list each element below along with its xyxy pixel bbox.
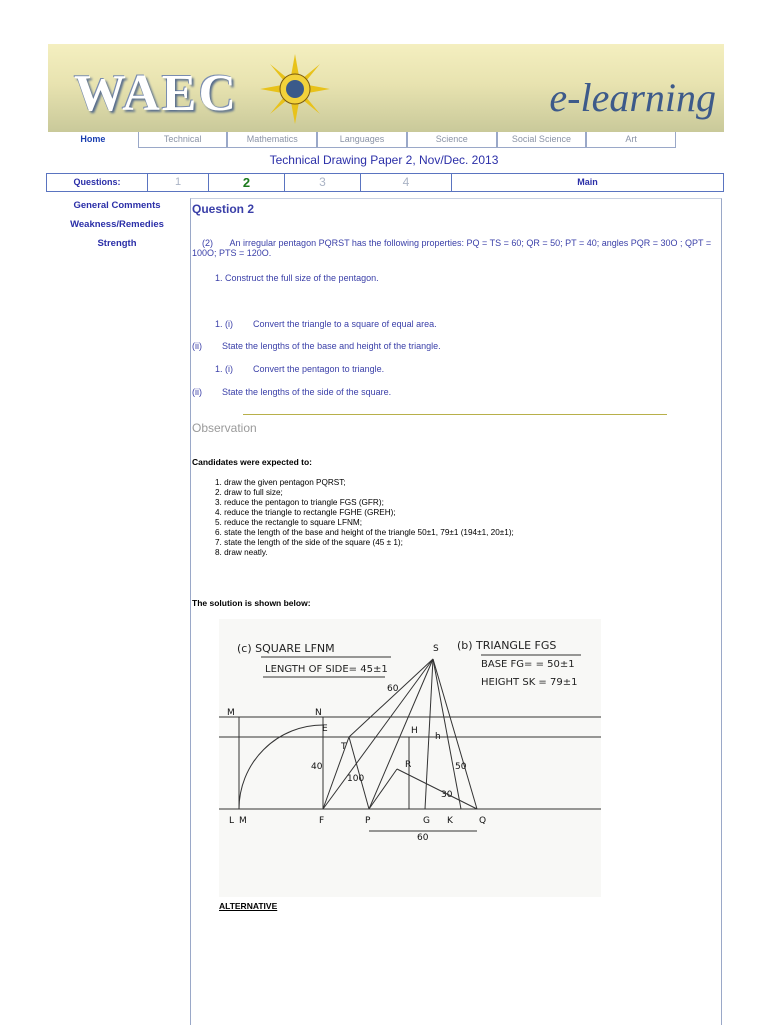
question-2-link[interactable]: 2	[209, 174, 285, 191]
sidebar-strength[interactable]: Strength	[97, 238, 137, 249]
list-item: 2. draw to full size;	[215, 488, 283, 497]
list-item: 7. state the length of the side of the square (45 ± 1);	[215, 538, 403, 547]
question-intro	[192, 238, 720, 258]
list-item: 4. reduce the triangle to rectangle FGHE (GREH);	[215, 508, 396, 517]
svg-text:h: h	[435, 732, 441, 742]
waec-seal-icon	[260, 54, 330, 124]
list-item: 8. draw neatly.	[215, 548, 268, 557]
fig-b-height: HEIGHT SK = 79±1	[481, 677, 578, 688]
task-item-3: (ii) State the lengths of the base and height of the triangle.	[192, 341, 441, 351]
alternative-heading: ALTERNATIVE	[219, 901, 278, 911]
svg-text:100: 100	[347, 774, 365, 784]
fig-b-label: (b) TRIANGLE FGS	[457, 639, 557, 652]
divider-rule	[243, 414, 667, 415]
nav-mathematics[interactable]: Mathematics	[227, 132, 317, 148]
nav-social-science[interactable]: Social Science	[497, 132, 587, 148]
questions-label: Questions:	[47, 174, 148, 191]
solution-heading: The solution is shown below:	[192, 598, 311, 608]
task-item-1: 1. Construct the full size of the pentagon.	[215, 273, 379, 283]
question-heading: Question 2	[192, 202, 255, 216]
expected-list	[215, 478, 715, 558]
nav-art[interactable]: Art	[586, 132, 676, 148]
question-3-link[interactable]: 3	[285, 174, 361, 191]
svg-text:S: S	[433, 644, 439, 654]
list-item: 3. reduce the pentagon to triangle FGS (GFR);	[215, 498, 384, 507]
list-item: 5. reduce the rectangle to square LFNM;	[215, 518, 362, 527]
fig-c-label: (c) SQUARE LFNM	[237, 642, 335, 655]
svg-text:L: L	[229, 816, 235, 826]
svg-text:F: F	[319, 816, 325, 826]
svg-text:P: P	[365, 816, 371, 826]
nav-technical[interactable]: Technical	[138, 132, 228, 148]
list-item: 1. draw the given pentagon PQRST;	[215, 478, 346, 487]
expected-heading: Candidates were expected to:	[192, 457, 312, 467]
list-item: 6. state the length of the base and height of the triangle 50±1, 79±1 (194±1, 20±1);	[215, 528, 514, 537]
svg-text:60: 60	[387, 684, 399, 694]
fig-b-base: BASE FG= = 50±1	[481, 659, 575, 670]
content-panel	[190, 198, 722, 1025]
svg-text:N: N	[315, 708, 322, 718]
intro-number: (2)	[202, 238, 213, 248]
sidebar-general-comments[interactable]: General Comments	[73, 200, 161, 211]
svg-text:40: 40	[311, 762, 323, 772]
solution-drawing	[219, 619, 601, 897]
header-banner	[48, 44, 724, 132]
fig-c-side: LENGTH OF SIDE= 45±1	[265, 664, 388, 675]
elearning-logo-text: e-learning	[549, 75, 716, 120]
svg-text:K: K	[447, 816, 453, 826]
waec-logo-text: WAEC	[74, 65, 239, 122]
svg-text:E: E	[322, 724, 328, 734]
nav-home[interactable]: Home	[48, 132, 138, 148]
observation-heading: Observation	[192, 421, 257, 435]
svg-text:60: 60	[417, 833, 429, 843]
svg-text:R: R	[405, 760, 412, 770]
question-bar	[46, 173, 724, 192]
svg-text:M: M	[227, 708, 235, 718]
svg-text:G: G	[423, 816, 430, 826]
sidebar	[48, 200, 186, 257]
task-item-4: 1. (i) Convert the pentagon to triangle.	[215, 364, 385, 374]
page-title: Technical Drawing Paper 2, Nov/Dec. 2013	[269, 153, 499, 167]
nav-science[interactable]: Science	[407, 132, 497, 148]
question-4-link[interactable]: 4	[361, 174, 452, 191]
main-link[interactable]: Main	[577, 177, 598, 187]
svg-text:M: M	[239, 816, 247, 826]
question-1-link[interactable]: 1	[148, 174, 209, 191]
task-item-5: (ii) State the lengths of the side of the square.	[192, 387, 392, 397]
task-item-2: 1. (i) Convert the triangle to a square of equal area.	[215, 319, 437, 329]
intro-text: An irregular pentagon PQRST has the following properties: PQ = TS = 60; QR = 50; PT = 40; angles PQR = 30O ; QPT = 100O; PTS = 120O.	[192, 238, 712, 258]
nav-languages[interactable]: Languages	[317, 132, 407, 148]
svg-text:30: 30	[441, 790, 453, 800]
main-nav	[48, 132, 676, 148]
svg-text:Q: Q	[479, 816, 487, 826]
sidebar-weakness-remedies[interactable]: Weakness/Remedies	[70, 219, 164, 230]
svg-text:H: H	[411, 726, 418, 736]
svg-text:T: T	[341, 742, 347, 752]
svg-text:50: 50	[455, 762, 467, 772]
